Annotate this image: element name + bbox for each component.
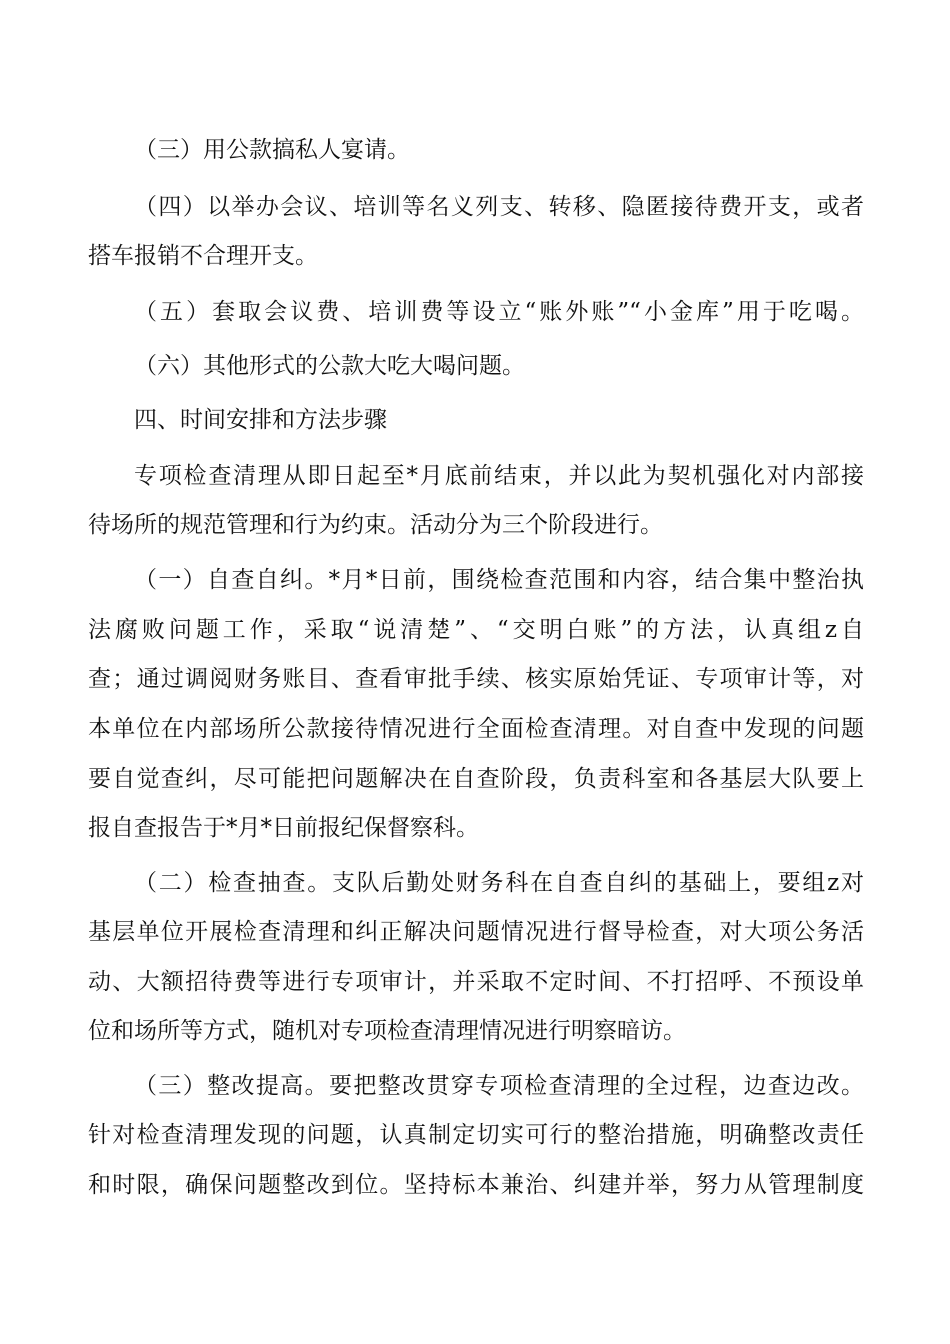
- paragraph-item-6: （六）其他形式的公款大吃大喝问题。: [134, 353, 525, 379]
- paragraph-stage-3-line-1: （三）整改提高。要把整改贯穿专项检查清理的全过程，边查边改。: [134, 1073, 864, 1099]
- paragraph-stage-1-line-4: 本单位在内部场所公款接待情况进行全面检查清理。对自查中发现的问题: [88, 716, 864, 742]
- paragraph-stage-1-line-3: 查；通过调阅财务账目、查看审批手续、核实原始凭证、专项审计等，对: [88, 666, 864, 692]
- paragraph-stage-3-line-2: 针对检查清理发现的问题，认真制定切实可行的整治措施，明确整改责任: [88, 1122, 864, 1148]
- paragraph-stage-2-line-3: 动、大额招待费等进行专项审计，并采取不定时间、不打招呼、不预设单: [88, 969, 864, 995]
- paragraph-stage-1-line-6: 报自查报告于*月*日前报纪保督察科。: [88, 815, 479, 841]
- paragraph-item-4-line-1: （四）以举办会议、培训等名义列支、转移、隐匿接待费开支，或者: [134, 194, 864, 220]
- paragraph-item-3: （三）用公款搞私人宴请。: [134, 137, 410, 163]
- paragraph-stage-3-line-3: 和时限，确保问题整改到位。坚持标本兼治、纠建并举，努力从管理制度: [88, 1172, 864, 1198]
- paragraph-stage-2-line-4: 位和场所等方式，随机对专项检查清理情况进行明察暗访。: [88, 1018, 686, 1044]
- paragraph-schedule-line-1: 专项检查清理从即日起至*月底前结束，并以此为契机强化对内部接: [134, 463, 864, 489]
- paragraph-stage-2-line-1: （二）检查抽查。支队后勤处财务科在自查自纠的基础上，要组z对: [134, 870, 864, 896]
- paragraph-stage-1-line-2: 法腐败问题工作，采取“说清楚”、“交明白账”的方法，认真组z自: [88, 617, 864, 643]
- paragraph-stage-2-line-2: 基层单位开展检查清理和纠正解决问题情况进行督导检查，对大项公务活: [88, 919, 864, 945]
- paragraph-item-4-line-2: 搭车报销不合理开支。: [88, 243, 318, 269]
- section-heading-4: 四、时间安排和方法步骤: [134, 407, 387, 433]
- paragraph-stage-1-line-5: 要自觉查纠，尽可能把问题解决在自查阶段，负责科室和各基层大队要上: [88, 766, 864, 792]
- paragraph-schedule-line-2: 待场所的规范管理和行为约束。活动分为三个阶段进行。: [88, 512, 663, 538]
- paragraph-stage-1-line-1: （一）自查自纠。*月*日前，围绕检查范围和内容，结合集中整治执: [134, 567, 864, 593]
- paragraph-item-5: （五）套取会议费、培训费等设立“账外账”“小金库”用于吃喝。: [134, 299, 864, 325]
